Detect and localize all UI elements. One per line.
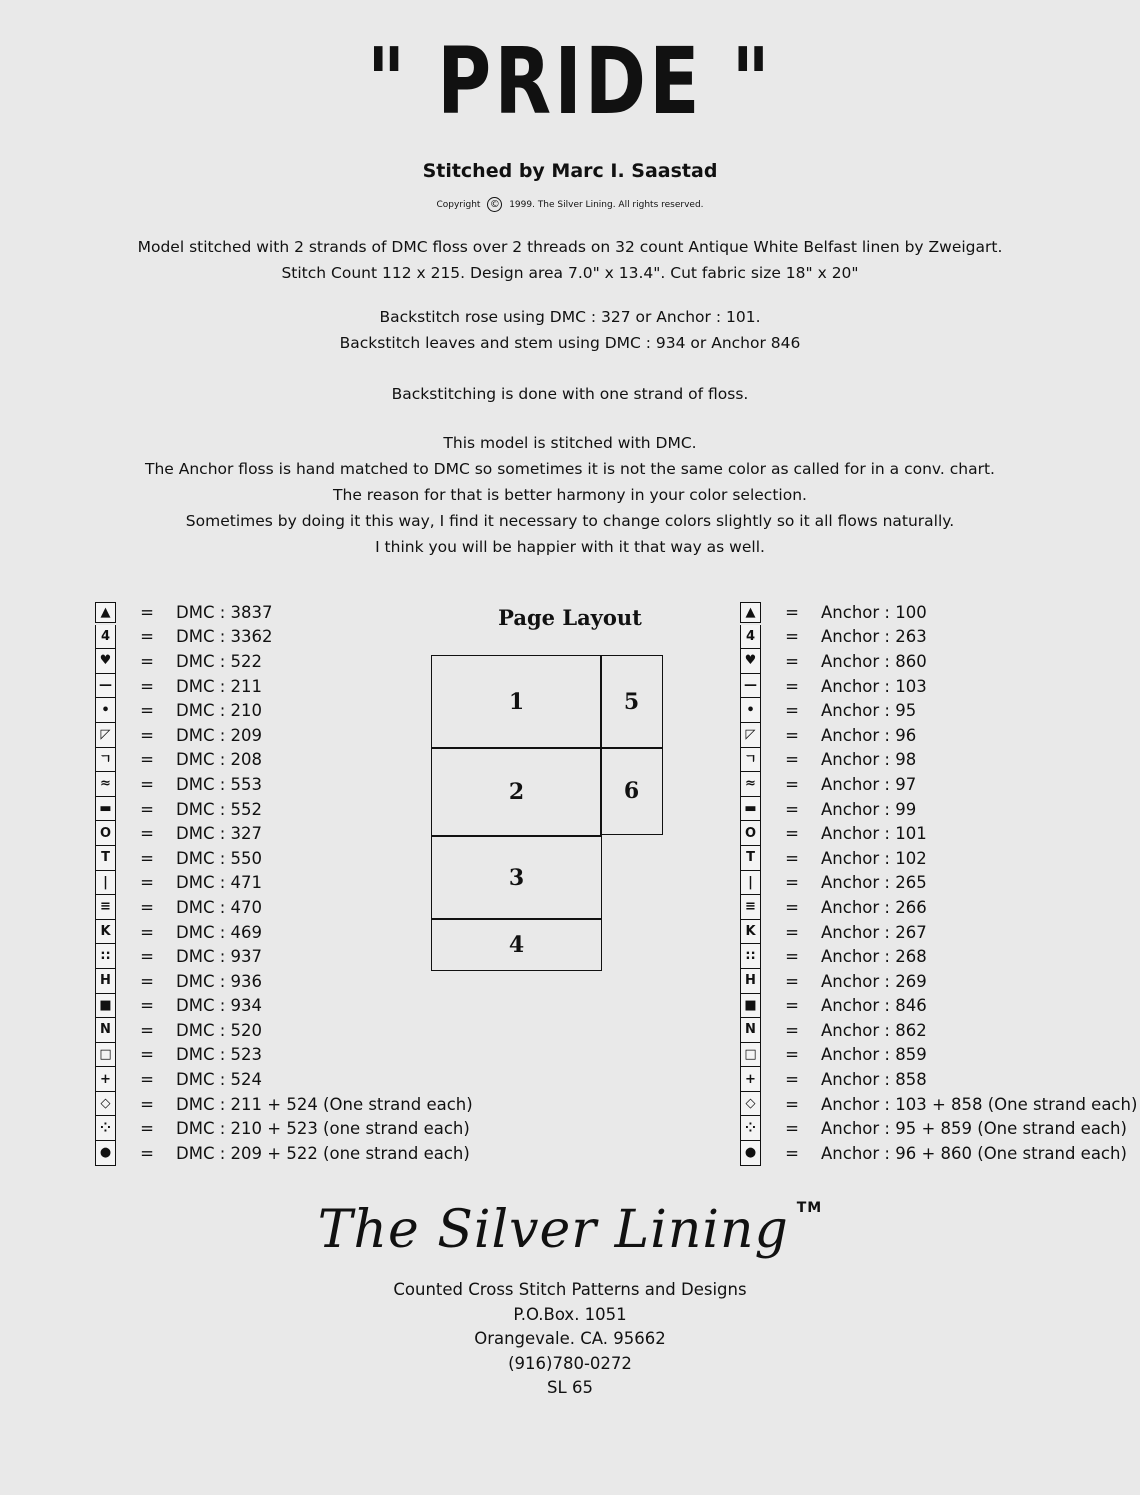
copyright-label: Copyright <box>436 200 481 210</box>
dmc-color-code: DMC : 937 <box>176 947 263 967</box>
layout-page-5: 5 <box>600 655 663 749</box>
anchor-color-code: Anchor : 100 <box>821 602 927 622</box>
dmc-color-code: DMC : 934 <box>176 996 263 1016</box>
equals-sign: = <box>140 627 154 647</box>
legend-row <box>95 895 473 920</box>
stitch-symbol-icon: H <box>740 969 761 994</box>
stitch-symbol-icon: O <box>95 821 116 846</box>
equals-sign: = <box>140 725 154 745</box>
equals-sign: = <box>785 1119 799 1139</box>
equals-sign: = <box>785 1094 799 1114</box>
anchor-color-code: Anchor : 95 <box>821 701 917 721</box>
equals-sign: = <box>785 824 799 844</box>
legend-row <box>740 748 1137 773</box>
stitch-symbol-icon: N <box>95 1018 116 1043</box>
equals-sign: = <box>785 701 799 721</box>
dmc-color-code: DMC : 3837 <box>176 602 273 622</box>
dmc-color-code: DMC : 471 <box>176 873 263 893</box>
anchor-color-code: Anchor : 99 <box>821 799 917 819</box>
copyright-text: 1999. The Silver Lining. All rights reserved. <box>509 200 704 210</box>
stitch-symbol-icon: ∷ <box>740 944 761 969</box>
legend-row <box>740 723 1137 748</box>
stitch-symbol-icon: K <box>740 920 761 945</box>
legend-row <box>95 1043 473 1068</box>
anchor-legend <box>740 600 1137 1166</box>
stitch-symbol-icon: ● <box>95 1141 116 1166</box>
stitch-symbol-icon: ♥ <box>95 649 116 674</box>
legend-row <box>95 1067 473 1092</box>
stitch-symbol-icon: ▲ <box>95 602 116 623</box>
legend-row <box>95 748 473 773</box>
legend-row <box>740 674 1137 699</box>
model-line: Stitch Count 112 x 215. Design area 7.0" x 13.4". Cut fabric size 18" x 20" <box>281 264 859 282</box>
stitch-symbol-icon: □ <box>740 1043 761 1068</box>
stitch-symbol-icon: ♥ <box>740 649 761 674</box>
equals-sign: = <box>140 1070 154 1090</box>
legend-row <box>740 944 1137 969</box>
stitch-symbol-icon: □ <box>95 1043 116 1068</box>
equals-sign: = <box>785 873 799 893</box>
anchor-color-code: Anchor : 96 + 860 (One strand each) <box>821 1143 1127 1163</box>
anchor-color-code: Anchor : 103 <box>821 676 927 696</box>
legend-row <box>740 871 1137 896</box>
legend-row <box>740 1067 1137 1092</box>
stitch-symbol-icon: ◸ <box>740 723 761 748</box>
equals-sign: = <box>785 725 799 745</box>
equals-sign: = <box>785 651 799 671</box>
legend-row <box>95 649 473 674</box>
equals-sign: = <box>140 799 154 819</box>
address-line: Orangevale. CA. 95662 <box>474 1329 666 1348</box>
anchor-color-code: Anchor : 862 <box>821 1020 927 1040</box>
legend-row <box>95 846 473 871</box>
anchor-color-code: Anchor : 858 <box>821 1070 927 1090</box>
anchor-color-code: Anchor : 846 <box>821 996 927 1016</box>
stitch-symbol-icon: 4 <box>95 625 116 650</box>
stitch-symbol-icon: ≡ <box>95 895 116 920</box>
page-layout-title: Page Layout <box>498 605 642 630</box>
stitch-symbol-icon: ∷ <box>95 944 116 969</box>
address-line: Counted Cross Stitch Patterns and Designs <box>393 1280 747 1299</box>
equals-sign: = <box>785 897 799 917</box>
stitch-symbol-icon: ≈ <box>95 772 116 797</box>
dmc-color-code: DMC : 210 + 523 (one strand each) <box>176 1119 470 1139</box>
equals-sign: = <box>785 922 799 942</box>
trademark: TM <box>796 1200 823 1216</box>
legend-row <box>740 600 1137 625</box>
equals-sign: = <box>140 922 154 942</box>
note-line: This model is stitched with DMC. <box>443 434 697 452</box>
backstitch-note: Backstitching is done with one strand of floss. <box>391 385 749 403</box>
anchor-color-code: Anchor : 97 <box>821 774 917 794</box>
stitch-symbol-icon: ● <box>740 1141 761 1166</box>
legend-row <box>95 821 473 846</box>
dmc-color-code: DMC : 550 <box>176 848 263 868</box>
dmc-color-code: DMC : 523 <box>176 1045 263 1065</box>
stitch-symbol-icon: ≡ <box>740 895 761 920</box>
stitch-symbol-icon: — <box>95 674 116 699</box>
legend-row <box>740 994 1137 1019</box>
anchor-color-code: Anchor : 860 <box>821 651 927 671</box>
dmc-color-code: DMC : 211 <box>176 676 263 696</box>
address-line: P.O.Box. 1051 <box>513 1304 627 1324</box>
equals-sign: = <box>785 971 799 991</box>
equals-sign: = <box>140 971 154 991</box>
stitch-symbol-icon: | <box>95 871 116 896</box>
legend-row <box>740 1092 1137 1117</box>
layout-page-3: 3 <box>431 835 602 920</box>
anchor-color-code: Anchor : 96 <box>821 725 917 745</box>
dmc-color-code: DMC : 209 + 522 (one strand each) <box>176 1143 470 1163</box>
equals-sign: = <box>140 848 154 868</box>
layout-page-2: 2 <box>431 747 602 837</box>
legend-row <box>740 1141 1137 1166</box>
equals-sign: = <box>785 1070 799 1090</box>
legend-row <box>740 1043 1137 1068</box>
copyright-icon: © <box>487 197 502 212</box>
address-line: (916)780-0272 <box>508 1353 632 1373</box>
stitch-symbol-icon: ▲ <box>740 602 761 623</box>
equals-sign: = <box>140 651 154 671</box>
stitch-symbol-icon: ■ <box>95 994 116 1019</box>
stitch-symbol-icon: ⁘ <box>740 1116 761 1141</box>
legend-row <box>95 1092 473 1117</box>
legend-row <box>95 723 473 748</box>
dmc-legend <box>95 600 473 1166</box>
legend-row <box>95 1141 473 1166</box>
equals-sign: = <box>140 676 154 696</box>
stitch-symbol-icon: ≈ <box>740 772 761 797</box>
legend-row <box>95 600 473 625</box>
equals-sign: = <box>785 602 799 622</box>
legend-row <box>95 920 473 945</box>
legend-row <box>95 969 473 994</box>
anchor-color-code: Anchor : 263 <box>821 627 927 647</box>
equals-sign: = <box>140 750 154 770</box>
anchor-color-code: Anchor : 267 <box>821 922 927 942</box>
stitch-symbol-icon: + <box>740 1067 761 1092</box>
stitch-symbol-icon: N <box>740 1018 761 1043</box>
model-line: Model stitched with 2 strands of DMC floss over 2 threads on 32 count Antique White Belfast linen by Zweigart. <box>137 238 1003 256</box>
anchor-color-code: Anchor : 265 <box>821 873 927 893</box>
legend-row <box>740 1018 1137 1043</box>
legend-row <box>740 625 1137 650</box>
address-line: SL 65 <box>547 1378 593 1397</box>
legend-row <box>95 944 473 969</box>
legend-row <box>740 920 1137 945</box>
equals-sign: = <box>140 1045 154 1065</box>
equals-sign: = <box>140 947 154 967</box>
stitch-symbol-icon: K <box>95 920 116 945</box>
legend-row <box>740 772 1137 797</box>
equals-sign: = <box>140 824 154 844</box>
layout-page-4: 4 <box>431 918 602 971</box>
anchor-color-code: Anchor : 102 <box>821 848 927 868</box>
backstitch-line: Backstitch leaves and stem using DMC : 934 or Anchor 846 <box>339 334 801 352</box>
equals-sign: = <box>140 701 154 721</box>
legend-row <box>95 871 473 896</box>
dmc-color-code: DMC : 522 <box>176 651 263 671</box>
anchor-color-code: Anchor : 95 + 859 (One strand each) <box>821 1119 1127 1139</box>
stitch-symbol-icon: ⁘ <box>95 1116 116 1141</box>
equals-sign: = <box>785 774 799 794</box>
anchor-color-code: Anchor : 269 <box>821 971 927 991</box>
layout-page-6: 6 <box>600 747 663 835</box>
dmc-color-code: DMC : 469 <box>176 922 263 942</box>
legend-row <box>95 698 473 723</box>
equals-sign: = <box>140 873 154 893</box>
dmc-color-code: DMC : 553 <box>176 774 263 794</box>
equals-sign: = <box>785 676 799 696</box>
stitch-symbol-icon: H <box>95 969 116 994</box>
stitch-symbol-icon: T <box>740 846 761 871</box>
equals-sign: = <box>140 1143 154 1163</box>
dmc-color-code: DMC : 552 <box>176 799 263 819</box>
legend-row <box>95 625 473 650</box>
equals-sign: = <box>785 750 799 770</box>
equals-sign: = <box>140 897 154 917</box>
stitched-by: Stitched by Marc I. Saastad <box>422 160 718 182</box>
anchor-color-code: Anchor : 103 + 858 (One strand each) <box>821 1094 1138 1114</box>
anchor-color-code: Anchor : 101 <box>821 824 927 844</box>
stitch-symbol-icon: ㄱ <box>95 748 116 773</box>
legend-row <box>95 1018 473 1043</box>
equals-sign: = <box>785 848 799 868</box>
stitch-symbol-icon: O <box>740 821 761 846</box>
equals-sign: = <box>140 1094 154 1114</box>
anchor-color-code: Anchor : 859 <box>821 1045 927 1065</box>
dmc-color-code: DMC : 3362 <box>176 627 273 647</box>
page-layout-diagram <box>431 655 663 971</box>
anchor-color-code: Anchor : 266 <box>821 897 927 917</box>
dmc-color-code: DMC : 936 <box>176 971 263 991</box>
legend-row <box>740 797 1137 822</box>
legend-row <box>95 674 473 699</box>
address-block <box>0 1278 1140 1401</box>
anchor-color-code: Anchor : 98 <box>821 750 917 770</box>
stitch-symbol-icon: ◇ <box>740 1092 761 1117</box>
stitch-symbol-icon: + <box>95 1067 116 1092</box>
legend-row <box>95 1116 473 1141</box>
legend-row <box>740 1116 1137 1141</box>
legend-row <box>740 846 1137 871</box>
equals-sign: = <box>140 774 154 794</box>
legend-row <box>740 821 1137 846</box>
equals-sign: = <box>140 1119 154 1139</box>
stitch-symbol-icon: 4 <box>740 625 761 650</box>
page-title: " PRIDE " <box>366 28 774 135</box>
equals-sign: = <box>785 627 799 647</box>
note-line: The Anchor floss is hand matched to DMC so sometimes it is not the same color as called for in a conv. chart. <box>145 460 995 478</box>
dmc-color-code: DMC : 470 <box>176 897 263 917</box>
dmc-color-code: DMC : 524 <box>176 1070 263 1090</box>
stitch-symbol-icon: T <box>95 846 116 871</box>
legend-row <box>740 698 1137 723</box>
copyright-line <box>0 197 1140 212</box>
stitch-symbol-icon: — <box>740 674 761 699</box>
anchor-color-code: Anchor : 268 <box>821 947 927 967</box>
legend-row <box>740 969 1137 994</box>
stitch-symbol-icon: ▬ <box>95 797 116 822</box>
legend-row <box>740 895 1137 920</box>
note-line: The reason for that is better harmony in your color selection. <box>333 486 807 504</box>
dmc-color-code: DMC : 520 <box>176 1020 263 1040</box>
dmc-color-code: DMC : 327 <box>176 824 263 844</box>
notes <box>0 430 1140 560</box>
stitch-symbol-icon: ㄱ <box>740 748 761 773</box>
backstitch-info <box>0 304 1140 356</box>
stitch-symbol-icon: ◇ <box>95 1092 116 1117</box>
legend-row <box>95 772 473 797</box>
stitch-symbol-icon: ▬ <box>740 797 761 822</box>
equals-sign: = <box>785 1045 799 1065</box>
dmc-color-code: DMC : 208 <box>176 750 263 770</box>
backstitch-line: Backstitch rose using DMC : 327 or Anchor : 101. <box>379 308 761 326</box>
stitch-symbol-icon: ■ <box>740 994 761 1019</box>
note-line: Sometimes by doing it this way, I find it necessary to change colors slightly so it all flows naturally. <box>185 512 955 530</box>
legend-row <box>95 797 473 822</box>
note-line: I think you will be happier with it that way as well. <box>375 538 765 556</box>
stitch-symbol-icon: | <box>740 871 761 896</box>
dmc-color-code: DMC : 210 <box>176 701 263 721</box>
equals-sign: = <box>140 1020 154 1040</box>
layout-page-1: 1 <box>431 655 602 749</box>
equals-sign: = <box>785 799 799 819</box>
equals-sign: = <box>140 996 154 1016</box>
stitch-symbol-icon: ◸ <box>95 723 116 748</box>
legend-row <box>740 649 1137 674</box>
equals-sign: = <box>785 947 799 967</box>
dmc-color-code: DMC : 211 + 524 (One strand each) <box>176 1094 473 1114</box>
brand-logo <box>0 1200 1140 1260</box>
brand-name: The Silver Lining <box>317 1200 789 1260</box>
equals-sign: = <box>785 1143 799 1163</box>
model-info <box>0 234 1140 286</box>
dmc-color-code: DMC : 209 <box>176 725 263 745</box>
stitch-symbol-icon: • <box>95 698 116 723</box>
stitch-symbol-icon: • <box>740 698 761 723</box>
equals-sign: = <box>140 602 154 622</box>
legend-row <box>95 994 473 1019</box>
equals-sign: = <box>785 1020 799 1040</box>
equals-sign: = <box>785 996 799 1016</box>
